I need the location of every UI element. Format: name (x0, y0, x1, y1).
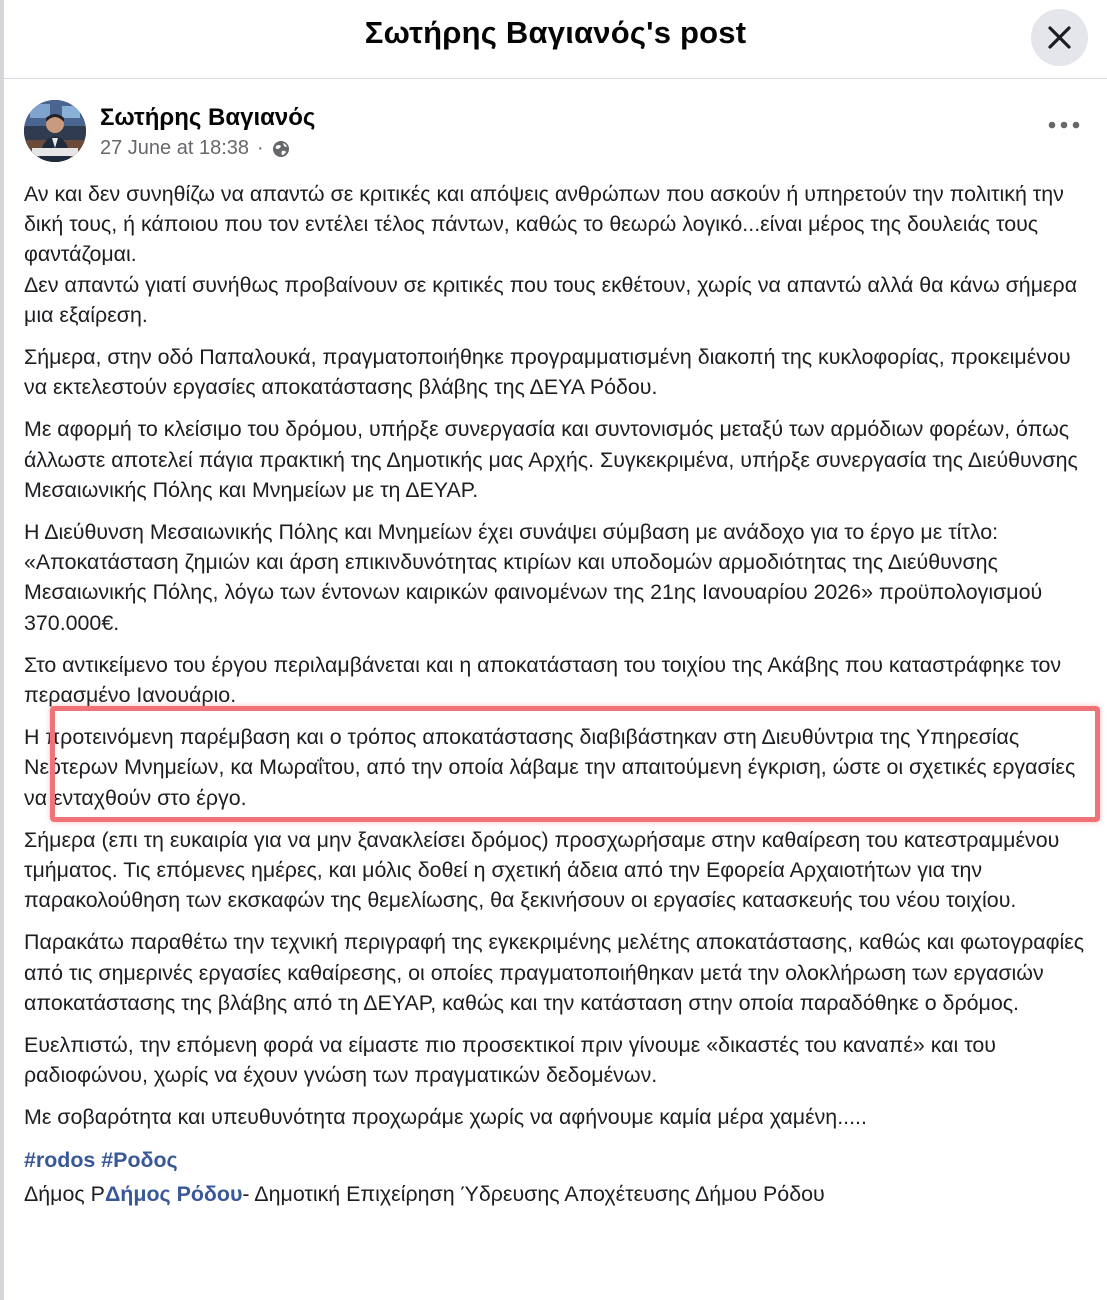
globe-icon (272, 140, 290, 158)
mention-dimos-rodou[interactable]: Δήμος Ρόδου (104, 1181, 243, 1206)
post-paragraph-3: Με αφορμή το κλείσιμο του δρόμου, υπήρξε συνεργασία και συντονισμός μεταξύ των αρμόδιων φορέων, όπως άλλωστε αποτελεί πάγια πρακτική της Δημοτικής μας Αρχής. Συγκεκριμένα, υπήρξε συνεργασία της Διεύθυνσης Μεσαιωνικής Πόλης και Μνημείων με τη ΔΕΥΑΡ. (24, 417, 1078, 502)
post-header (24, 100, 1084, 166)
more-options-button[interactable] (1044, 112, 1084, 138)
author-name[interactable]: Σωτήρης Βαγιανός (100, 104, 316, 131)
dialog-header (4, 0, 1107, 79)
post-paragraph-4: Η Διεύθυνση Μεσαιωνικής Πόλης και Μνημείων έχει συνάψει σύμβαση με ανάδοχο για το έργο με τίτλο: «Αποκατάσταση ζημιών και άρση επικινδυνότητας κτιρίων και υποδομών αρμοδιότητας της Διεύθυνσης Μεσαιωνικής Πόλης, λόγω των έντονων καιρικών φαινομένων της 21ης Ιανουαρίου 2026» προϋπολογισμού 370.000€. (24, 520, 1043, 635)
avatar-photo (24, 100, 86, 162)
post-paragraph-5: Στο αντικείμενο του έργου περιλαμβάνεται και η αποκατάσταση του τοιχίου της Ακάβης που καταστράφηκε τον περασμένο Ιανουάριο. (24, 652, 1062, 708)
post-paragraph-9: Ευελπιστώ, την επόμενη φορά να είμαστε πιο προσεκτικοί πριν γίνουμε «δικαστές του καναπέ» και του ραδιοφώνου, χωρίς να έχουν γνώση των πραγματικών δεδομένων. (24, 1033, 996, 1088)
post-body (24, 179, 1092, 1209)
post-paragraph-8: Παρακάτω παραθέτω την τεχνική περιγραφή της εγκεκριμένης μελέτης αποκατάστασης, καθώς και φωτογραφίες από τις σημερινές εργασίες καθαίρεσης, οι οποίες πραγματοποιήθηκαν μετά την ολοκλήρωση των εργασιών αποκατάστασης της βλάβης από τη ΔΕΥΑΡ, καθώς και την κατάσταση στην οποία παραδόθηκε ο δρόμος. (24, 930, 1085, 1015)
backdrop-edge (0, 0, 4, 1300)
mentions-suffix: - Δημοτική Επιχείρηση Ύδρευσης Αποχέτευσης Δήμου Ρόδου (242, 1181, 825, 1206)
mentions-prefix: Δήμος Ρ (24, 1181, 105, 1206)
hashtag-rodos-greek[interactable]: #Ροδος (101, 1147, 178, 1172)
more-options-icon (1044, 112, 1084, 138)
hashtags (24, 1145, 1092, 1175)
separator-dot: · (257, 137, 264, 159)
post-timestamp[interactable]: 27 June at 18:38 (100, 137, 250, 159)
close-icon (1047, 25, 1072, 50)
post-paragraph-highlighted: Η προτεινόμενη παρέμβαση και ο τρόπος αποκατάστασης διαβιβάστηκαν στη Διευθύντρια της Υπηρεσίας Νεότερων Μνημείων, κα Μωραΐτου, από την οποία λάβαμε την απαιτούμενη έγκριση, ώστε οι σχετικές εργασίες να ενταχθούν στο έργο. (24, 725, 1076, 810)
post-paragraph-10: Με σοβαρότητα και υπευθυνότητα προχωράμε χωρίς να αφήνουμε καμία μέρα χαμένη..... (24, 1105, 867, 1130)
post-meta (100, 137, 290, 160)
hashtag-rodos[interactable]: #rodos (24, 1147, 96, 1172)
mentions-line (24, 1179, 1092, 1209)
post-paragraph-1: Αν και δεν συνηθίζω να απαντώ σε κριτικές και απόψεις ανθρώπων που ασκούν ή υπηρετούν την πολιτική την δική τους, ή κάποιου που τον εντέλει τέλος πάντων, καθώς το θεωρώ λογικό...είναι μέρος της δουλειάς τους φαντάζομαι. Δεν απαντώ γιατί συνήθως προβαίνουν σε κριτικές που τους εκθέτουν, χωρίς να απαντώ αλλά θα κάνω σήμερα μια εξαίρεση. (24, 182, 1078, 327)
post-paragraph-7: Σήμερα (επι τη ευκαιρία για να μην ξανακλείσει δρόμος) προσχωρήσαμε στην καθαίρεση του κατεστραμμένου τμήματος. Τις επόμενες ημέρες, και μόλις δοθεί η σχετική άδεια από την Εφορεία Αρχαιοτήτων για την παρακολούθηση των εκσκαφών της θεμελίωσης, θα ξεκινήσουν οι εργασίες κατασκευής του νέου τοιχίου. (24, 827, 1060, 913)
close-button[interactable] (1031, 9, 1088, 66)
dialog-title: Σωτήρης Βαγιανός's post (364, 15, 747, 50)
post-paragraph-2: Σήμερα, στην οδό Παπαλουκά, πραγματοποιήθηκε προγραμματισμένη διακοπή της κυκλοφορίας, προκειμένου να εκτελεστούν εργασίες αποκατάστασης βλάβης της ΔΕΥΑ Ρόδου. (24, 345, 1071, 400)
avatar[interactable] (24, 100, 86, 162)
